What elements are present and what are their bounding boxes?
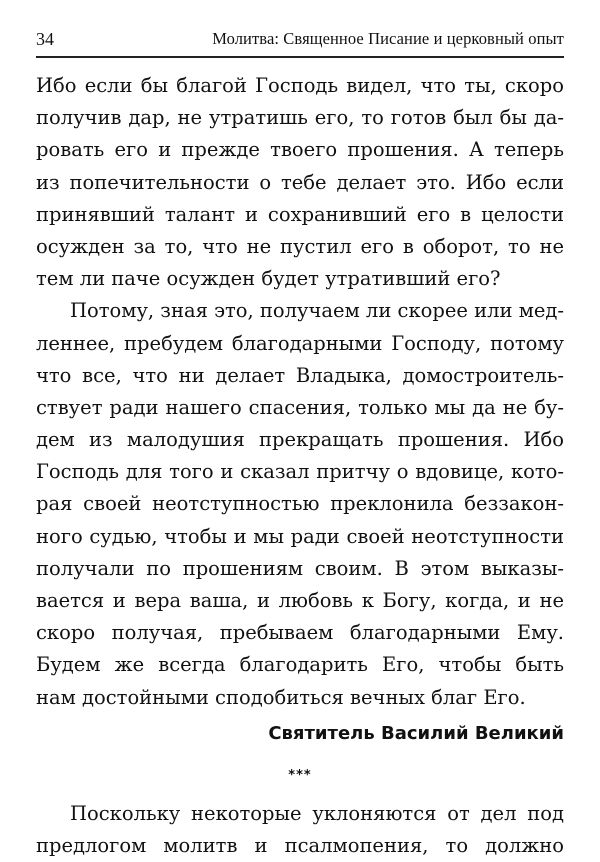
running-title: Молитва: Священное Писание и церковный опыт <box>212 29 564 48</box>
text-line: из попечительности о тебе делает это. Ибо если <box>36 170 564 194</box>
author-signature: Святитель Василий Великий <box>268 722 564 744</box>
paragraph-3 <box>36 798 564 862</box>
text-line: Господь для того и сказал притчу о вдовице, кото- <box>36 460 564 484</box>
text-line: получив дар, не утратишь его, то готов был бы да- <box>36 106 564 130</box>
text-line: тем ли паче осужден будет утративший его? <box>36 267 501 291</box>
text-line: осужден за то, что не пустил его в оборот, то не <box>36 234 564 258</box>
running-head <box>36 26 564 52</box>
text-line: Поскольку некоторые уклоняются от дел под <box>70 801 564 825</box>
text-line: Будем же всегда благодарить Его, чтобы быть <box>36 653 564 677</box>
text-line: вается и вера ваша, и любовь к Богу, когда, и не <box>36 589 564 612</box>
section-separator: *** <box>288 767 312 783</box>
text-line: леннее, пребудем благодарными Господу, потому <box>36 331 564 355</box>
paragraph-1 <box>36 70 564 295</box>
text-line: скоро получая, пребываем благодарными Ему. <box>36 621 564 645</box>
text-line: нам достойными сподобиться вечных благ Его. <box>36 685 526 709</box>
text-line: предлогом молитв и псалмопения, то должно <box>36 833 564 857</box>
text-line: ровать его и прежде твоего прошения. А теперь <box>36 138 564 162</box>
text-line: что все, что ни делает Владыка, домостроитель- <box>36 363 564 387</box>
text-line: принявший талант и сохранивший его в целости <box>36 202 564 226</box>
page-number: 34 <box>36 29 54 49</box>
text-line: Ибо если бы благой Господь видел, что ты, скоро <box>36 74 564 97</box>
text-line: рая своей неотступностью преклонила беззакон- <box>36 492 564 516</box>
text-line: ного судью, чтобы и мы ради своей неотступности <box>36 524 564 548</box>
header-rule <box>36 56 564 58</box>
paragraph-2 <box>36 295 564 713</box>
text-line: Потому, зная это, получаем ли скорее или мед- <box>70 299 565 323</box>
main-text <box>36 70 564 862</box>
text-line: получали по прошениям своим. В этом выказы- <box>36 556 564 580</box>
text-line: ствует ради нашего спасения, только мы да не бу- <box>36 395 564 419</box>
text-line: дем из малодушия прекращать прошения. Ибо <box>36 428 564 452</box>
